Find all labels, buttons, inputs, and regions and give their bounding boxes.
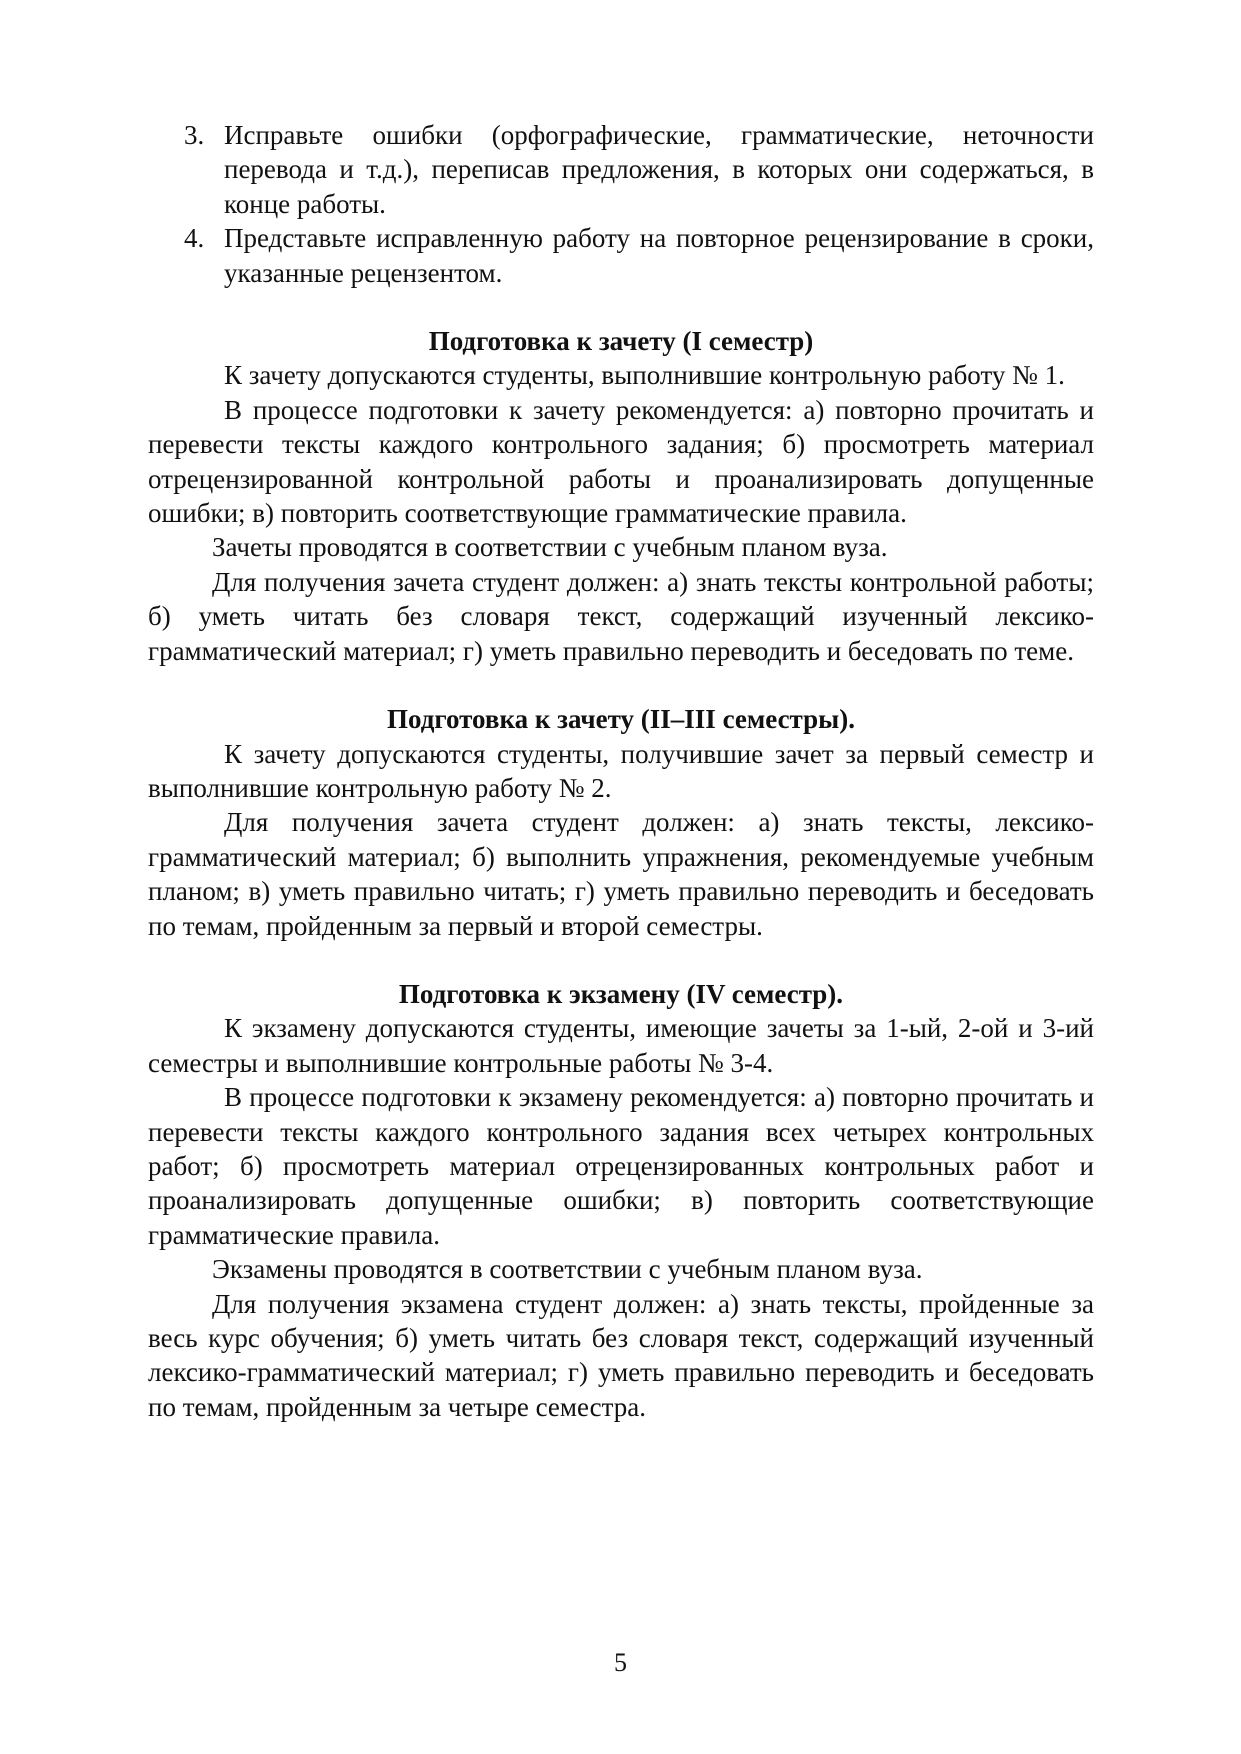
paragraph: К зачету допускаются студенты, выполнившие контрольную работу № 1. [224, 360, 1065, 391]
paragraph: В процессе подготовки к экзамену рекомендуется: а) повторно прочитать и перевести тексты каждого контрольного задания всех четырех контрольных работ; б) просмотреть материал отрецензированных контрольных работ и проанализировать допущенные ошибки; в) повторить соответствующие грамматические правила. [148, 1082, 1094, 1250]
section-heading-credit-1: Подготовка к зачету (I семестр) [428, 326, 814, 357]
list-item [148, 118, 1094, 221]
paragraph: Для получения зачета студент должен: а) знать тексты контрольной работы; б) уметь читать без словаря текст, содержащий изученный лексико-грамматический материал; г) уметь правильно переводить и беседовать по теме. [148, 566, 1094, 666]
spacer [148, 668, 1094, 702]
paragraph: К зачету допускаются студенты, получившие зачет за первый семестр и выполнившие контрольную работу № 2. [148, 738, 1094, 803]
section-heading-credit-2: Подготовка к зачету (II–III семестры). [387, 704, 855, 735]
list-item [148, 221, 1094, 290]
list-item-number: 3. [184, 120, 205, 150]
paragraph: Экзамены проводятся в соответствии с учебным планом вуза. [212, 1254, 923, 1285]
numbered-list [148, 118, 1094, 290]
spacer [148, 943, 1094, 977]
spacer [148, 290, 1094, 324]
page-number: 5 [614, 1648, 627, 1677]
page-body [148, 118, 1094, 1424]
list-item-text: Исправьте ошибки (орфографические, грамматические, неточности перевода и т.д.), переписав предложения, в которых они содержаться, в конце работы. [224, 120, 1094, 219]
list-item-text: Представьте исправленную работу на повторное рецензирование в сроки, указанные рецензентом. [224, 223, 1094, 288]
paragraph: Для получения зачета студент должен: а) знать тексты, лексико-грамматический материал; б) выполнить упражнения, рекомендуемые учебным планом; в) уметь правильно читать; г) уметь правильно переводить и беседовать по темам, пройденным за первый и второй семестры. [148, 807, 1094, 941]
paragraph: Для получения экзамена студент должен: а) знать тексты, пройденные за весь курс обучения; б) уметь читать без словаря текст, содержащий изученный лексико-грамматический материал; г) уметь правильно переводить и беседовать по темам, пройденным за четыре семестра. [148, 1288, 1094, 1422]
paragraph: Зачеты проводятся в соответствии с учебным планом вуза. [212, 532, 888, 563]
list-item-number: 4. [184, 223, 205, 254]
paragraph: В процессе подготовки к зачету рекомендуется: а) повторно прочитать и перевести тексты каждого контрольного задания; б) просмотреть материал отрецензированной контрольной работы и проанализировать допущенные ошибки; в) повторить соответствующие грамматические правила. [148, 394, 1094, 529]
section-heading-exam: Подготовка к экзамену (IV семестр). [398, 978, 844, 1009]
paragraph: К экзамену допускаются студенты, имеющие зачеты за 1-ый, 2-ой и 3-ий семестры и выполнившие контрольные работы № 3-4. [148, 1013, 1094, 1078]
